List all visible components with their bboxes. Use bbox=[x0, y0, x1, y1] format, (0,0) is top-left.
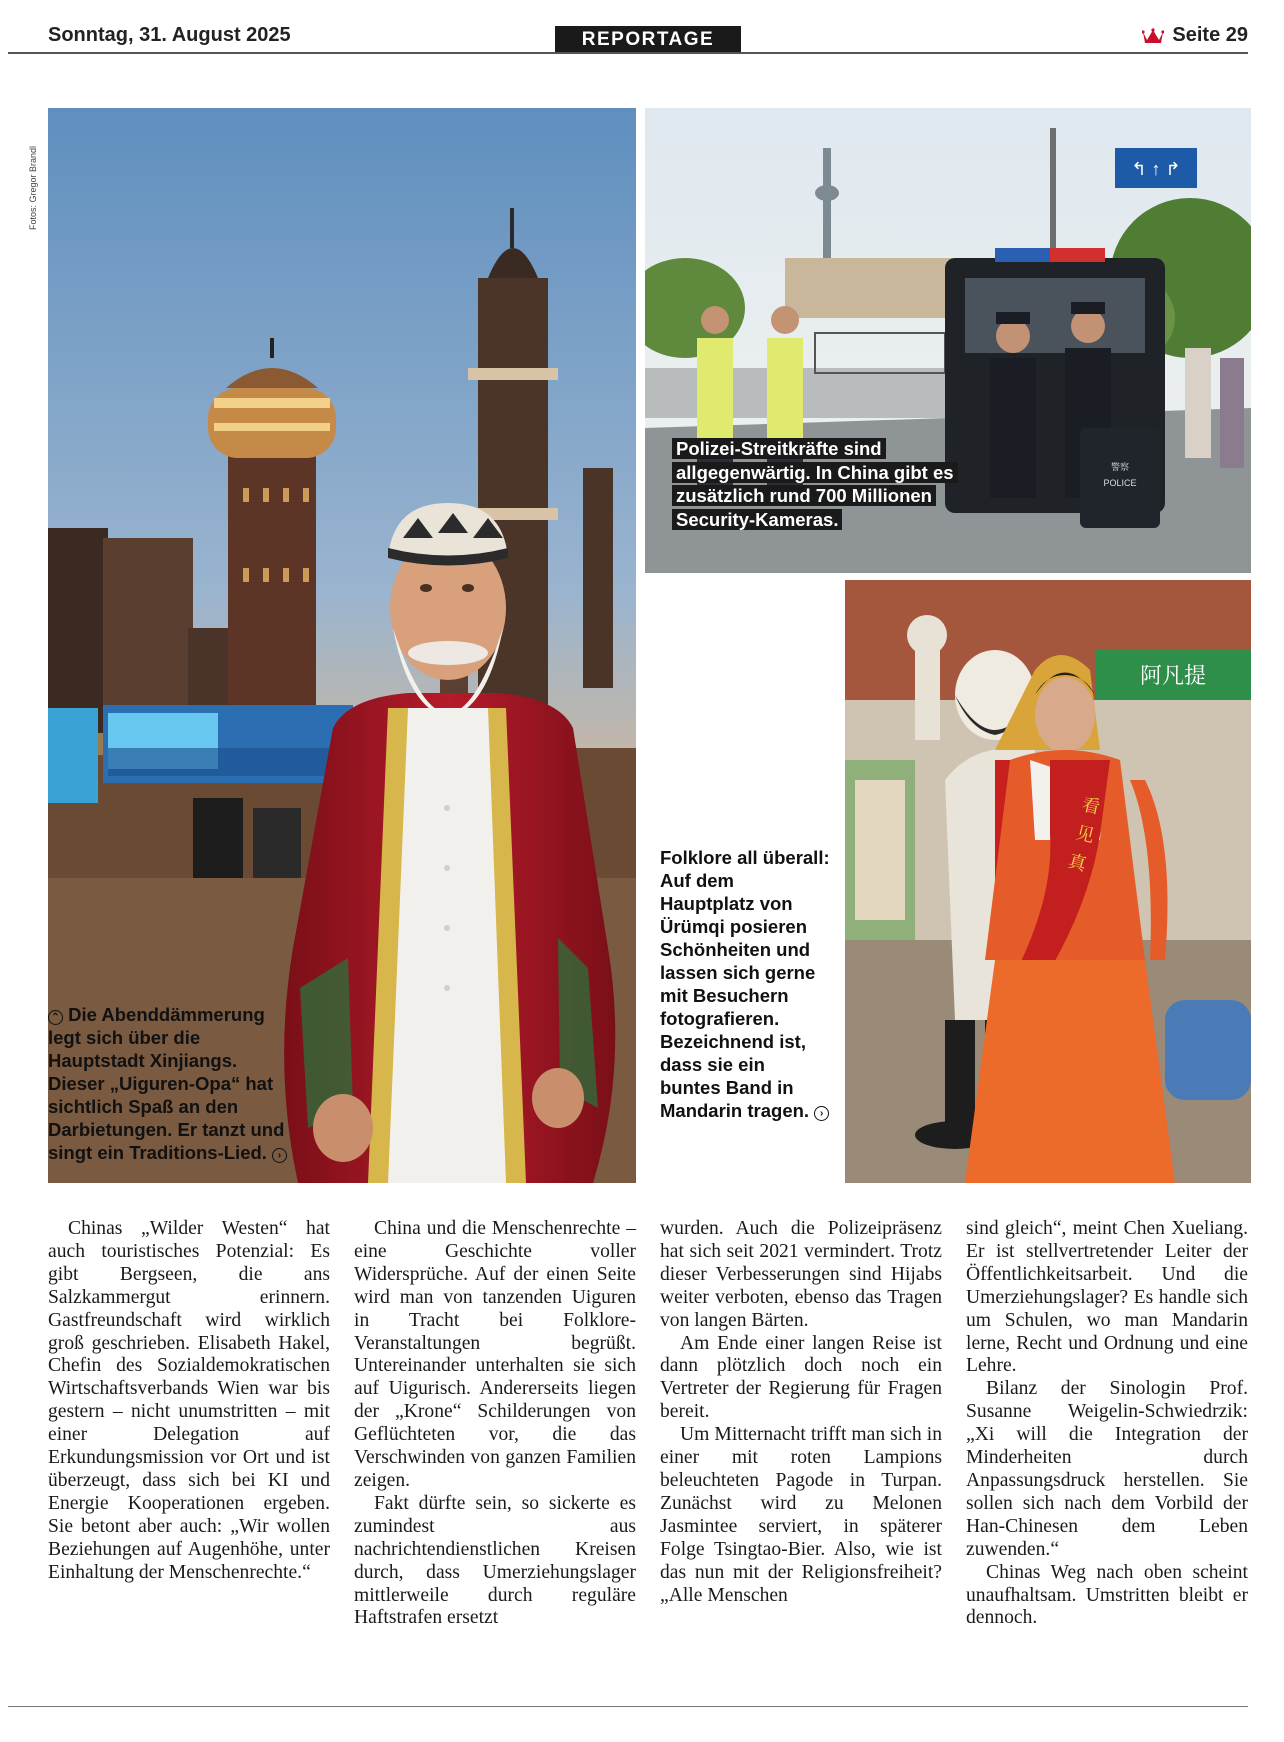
arrow-right-circle-icon: › bbox=[814, 1106, 829, 1121]
photo-credit: Fotos: Gregor Brandl bbox=[28, 145, 38, 230]
caption-police bbox=[672, 437, 962, 531]
paragraph: wurden. Auch die Polizeipräsenz hat sich seit 2021 vermindert. Trotz dieser Verbesserungen sind Hijabs weiter verboten, ebenso das Tragen von langen Bärten. bbox=[660, 1218, 942, 1331]
svg-text:↰ ↑ ↱: ↰ ↑ ↱ bbox=[1131, 159, 1181, 179]
photo-folklore bbox=[845, 580, 1251, 1183]
caption-minaret-text: Die Abenddämmerung legt sich über die Hauptstadt Xinjiangs. Dieser „Uiguren-Opa“ hat sichtlich Spaß an den Darbietungen. Er tanzt und singt ein Traditions-Lied. bbox=[48, 1004, 285, 1163]
svg-text:看: 看 bbox=[1079, 794, 1102, 819]
header-rule bbox=[8, 52, 1248, 54]
caption-minaret bbox=[48, 1003, 298, 1164]
section-label: REPORTAGE bbox=[555, 26, 741, 54]
article-column-2 bbox=[354, 1218, 636, 1630]
arrow-right-circle-icon: › bbox=[272, 1148, 287, 1163]
police-shield-cn: 警察 bbox=[1110, 462, 1130, 472]
paragraph: sind gleich“, meint Chen Xueliang. Er ist stellvertretender Leiter der Öffentlichkeitsarbeit. Und die Umerziehungslager? Es handle sich um Schulen, wo man Mandarin lerne, Recht und Ordnung und eine Lehre. bbox=[966, 1218, 1248, 1377]
page-number bbox=[1142, 24, 1248, 47]
caption-folklore-text: Folklore all überall: Auf dem Hauptplatz von Ürümqi posieren Schönheiten und lassen sich gerne mit Besuchern fotografieren. Bezeichnend ist, dass sie ein buntes Band in Mandarin tragen. bbox=[660, 847, 830, 1121]
paragraph: Um Mitternacht trifft man sich in einer mit roten Lampions beleuchteten Pagode in Turpan. Zunächst wird zu Melonen Jasmintee serviert, in späterer Folge Tsingtao-Bier. Also, wie ist das nun mit der Religionsfreiheit? „Alle Menschen bbox=[660, 1424, 942, 1606]
arrow-up-circle-icon: ⌃ bbox=[48, 1010, 63, 1025]
paragraph: China und die Menschenrechte – eine Geschichte voller Widersprüche. Auf der einen Seite wird man von tanzenden Uiguren in Tracht bei Folklore-Veranstaltungen begrüßt. Untereinander unterhalten sie sich auf Uigurisch. Andererseits liegen der „Krone“ Schilderungen von Geflüchteten vor, die das Verschwinden von ganzen Familien zeigen. bbox=[354, 1218, 636, 1491]
paragraph: Bilanz der Sinologin Prof. Susanne Weigelin-Schwiedrzik: „Xi will die Integration der Minderheiten durch Anpassungsdruck herstellen. Sie sollen sich nach dem Vorbild der Han-Chinesen dem Leben zuwenden.“ bbox=[966, 1378, 1248, 1560]
issue-date: Sonntag, 31. August 2025 bbox=[48, 24, 291, 46]
paragraph: Chinas „Wilder Westen“ hat auch touristisches Potenzial: Es gibt Bergseen, die ans Salzkammergut erinnern. Gastfreundschaft wird wirklich groß geschrieben. Elisabeth Hakel, Chefin des Sozialdemokratischen Wirtschaftsverbands Wien war bis gestern – nicht unumstritten – mit einer Delegation auf Erkundungsmission vor Ort und ist überzeugt, dass sich bei KI und Energie Kooperationen ergeben. Sie betont aber auch: „Wir wollen Beziehungen auf Augenhöhe, unter Einhaltung der Menschenrechte.“ bbox=[48, 1218, 330, 1583]
article-column-1 bbox=[48, 1218, 330, 1585]
svg-text:见: 见 bbox=[1073, 822, 1097, 848]
footer-rule bbox=[8, 1706, 1248, 1707]
paragraph: Chinas Weg nach oben scheint unaufhaltsam. Umstritten bleibt er dennoch. bbox=[966, 1561, 1248, 1629]
article-column-3 bbox=[660, 1218, 942, 1607]
crown-icon bbox=[1142, 28, 1164, 44]
page-number-text: Seite 29 bbox=[1172, 24, 1248, 46]
article-column-4 bbox=[966, 1218, 1248, 1630]
paragraph: Am Ende einer langen Reise ist dann plötzlich doch noch ein Vertreter der Regierung für Fragen bereit. bbox=[660, 1332, 942, 1423]
shop-sign: 阿凡提 bbox=[1139, 664, 1207, 689]
caption-folklore bbox=[660, 846, 830, 1122]
police-shield-label: POLICE bbox=[1103, 478, 1137, 488]
paragraph: Fakt dürfte sein, so sickerte es zumindest aus nachrichtendienstlichen Kreisen durch, dass Umerziehungslager mittlerweile durch reguläre Haftstrafen ersetzt bbox=[354, 1492, 636, 1629]
svg-text:真: 真 bbox=[1065, 850, 1089, 876]
caption-police-text: Polizei-Streitkräfte sind allgegenwärtig. In China gibt es zusätzlich rund 700 Millionen Security-Kameras. bbox=[672, 438, 958, 530]
